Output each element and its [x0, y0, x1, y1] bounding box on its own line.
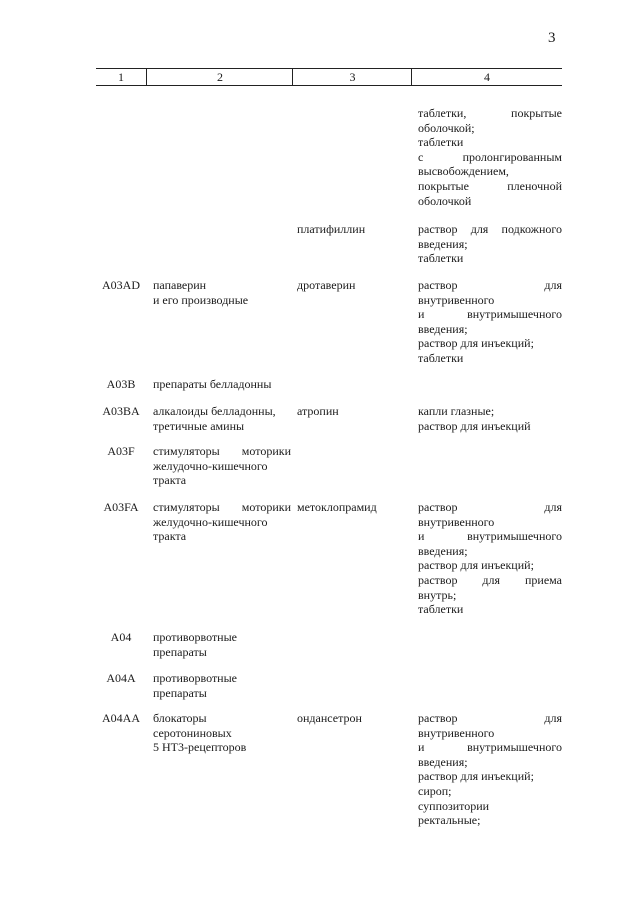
atc-code: A03B: [106, 377, 136, 391]
dosage-forms: [418, 500, 562, 617]
dosage-form-line: введения;: [418, 236, 468, 251]
header-col-1: 1: [118, 70, 124, 84]
group-name: [153, 671, 291, 700]
dosage-form-line: ректальные;: [418, 813, 481, 828]
group-name-line: блокаторы: [153, 711, 207, 725]
dosage-form-line: раствор для приема: [418, 572, 562, 587]
group-name-line: серотониновых: [153, 725, 232, 740]
dosage-form-line: внутрь;: [418, 587, 457, 602]
dosage-form-line: раствор для инъекций;: [418, 769, 534, 784]
group-name: [153, 444, 291, 488]
group-name-line: противорвотные: [153, 630, 237, 644]
group-name: [153, 404, 291, 433]
dosage-form-line: таблетки: [418, 135, 464, 150]
dosage-form-line: введения;: [418, 754, 468, 769]
drug-name: метоклопрамид: [297, 500, 377, 514]
dosage-forms: [418, 404, 562, 433]
drug-name: платифиллин: [297, 222, 366, 236]
dosage-form-line: покрытые пленочной: [418, 178, 562, 193]
dosage-form-line: таблетки, покрытые: [418, 106, 562, 120]
atc-code: A04A: [106, 671, 136, 685]
group-name-line: препараты: [153, 685, 207, 700]
group-name-line: желудочно-кишечного: [153, 514, 268, 529]
group-name-line: алкалоиды белладонны,: [153, 404, 276, 418]
drug-name: ондансетрон: [297, 711, 362, 725]
group-name-line: тракта: [153, 529, 187, 544]
group-name-line: 5 HT3-рецепторов: [153, 740, 247, 755]
dosage-form-line: сироп;: [418, 783, 452, 798]
group-name-line: стимуляторы моторики: [153, 444, 291, 458]
group-name-line: третичные амины: [153, 418, 245, 433]
group-name-line: препараты: [153, 644, 207, 659]
dosage-form-line: оболочкой: [418, 193, 472, 208]
dosage-forms: [418, 711, 562, 828]
group-name: [153, 278, 291, 307]
atc-code: A04: [110, 630, 132, 644]
dosage-form-line: капли глазные;: [418, 404, 495, 418]
atc-code: A03AD: [102, 278, 140, 292]
dosage-form-line: раствор для подкожного: [418, 222, 562, 236]
group-name: [153, 377, 291, 392]
dosage-form-line: раствор для инъекций;: [418, 336, 534, 351]
table-header: [96, 68, 562, 86]
page-number: 3: [548, 30, 556, 46]
dosage-form-line: раствор для инъекций: [418, 418, 531, 433]
dosage-form-line: внутривенного: [418, 292, 495, 307]
drug-name: дротаверин: [297, 278, 356, 292]
group-name-line: противорвотные: [153, 671, 237, 685]
dosage-form-line: таблетки: [418, 350, 464, 365]
group-name: [153, 711, 291, 755]
group-name-line: препараты белладонны: [153, 377, 272, 391]
atc-code: A04AA: [102, 711, 140, 725]
dosage-form-line: внутривенного: [418, 725, 495, 740]
dosage-form-line: раствор для: [418, 278, 562, 292]
group-name-line: тракта: [153, 473, 187, 488]
atc-code: A03F: [107, 444, 135, 458]
dosage-form-line: и внутримышечного: [418, 740, 562, 755]
group-name-line: стимуляторы моторики: [153, 500, 291, 514]
dosage-form-line: введения;: [418, 321, 468, 336]
group-name-line: желудочно-кишечного: [153, 458, 268, 473]
dosage-form-line: суппозитории: [418, 798, 490, 813]
dosage-form-line: раствор для: [418, 500, 562, 514]
header-col-2: 2: [146, 69, 293, 85]
header-col-3: 3: [292, 69, 412, 85]
dosage-form-line: оболочкой;: [418, 120, 475, 135]
dosage-forms: [418, 222, 562, 266]
dosage-form-line: высвобождением,: [418, 164, 509, 179]
dosage-forms: [418, 278, 562, 366]
dosage-forms: [418, 106, 562, 208]
group-name: [153, 500, 291, 544]
drug-name: атропин: [297, 404, 339, 418]
dosage-form-line: внутривенного: [418, 514, 495, 529]
dosage-form-line: раствор для инъекций;: [418, 558, 534, 573]
dosage-form-line: и внутримышечного: [418, 307, 562, 322]
dosage-form-line: введения;: [418, 543, 468, 558]
dosage-form-line: раствор для: [418, 711, 562, 725]
group-name-line: папаверин: [153, 278, 207, 292]
dosage-form-line: таблетки: [418, 251, 464, 266]
dosage-form-line: с пролонгированным: [418, 149, 562, 164]
dosage-form-line: и внутримышечного: [418, 529, 562, 544]
group-name: [153, 630, 291, 659]
header-col-4: 4: [411, 69, 562, 85]
atc-code: A03FA: [103, 500, 139, 514]
group-name-line: и его производные: [153, 292, 249, 307]
atc-code: A03BA: [102, 404, 140, 418]
dosage-form-line: таблетки: [418, 602, 464, 617]
